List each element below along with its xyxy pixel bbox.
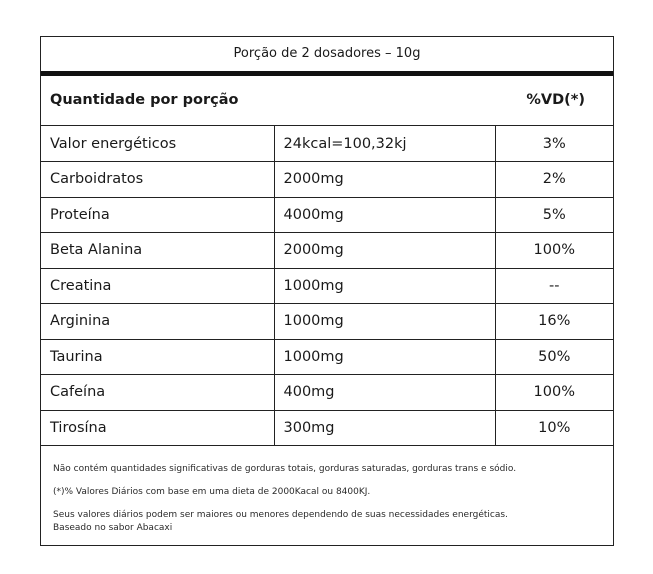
header-row <box>41 76 613 126</box>
nutrient-daily-value: 2% <box>495 162 613 198</box>
nutrition-facts-table <box>40 36 614 546</box>
footnote-daily-values: (*)% Valores Diários com base em uma dieta de 2000Kacal ou 8400KJ. <box>53 487 371 497</box>
table-row <box>41 304 613 340</box>
nutrient-rows <box>41 126 613 446</box>
nutrient-name: Creatina <box>41 268 274 304</box>
table-row <box>41 162 613 198</box>
nutrient-daily-value: 10% <box>495 410 613 446</box>
table-row <box>41 233 613 269</box>
nutrient-name: Proteína <box>41 197 274 233</box>
nutrient-name: Cafeína <box>41 375 274 411</box>
footnote-energy-needs: Seus valores diários podem ser maiores ou menores dependendo de suas necessidades energéticas. <box>53 510 508 520</box>
nutrient-amount: 1000mg <box>274 339 495 375</box>
nutrient-amount: 24kcal=100,32kj <box>274 126 495 162</box>
nutrient-name: Tirosína <box>41 410 274 446</box>
table-row <box>41 339 613 375</box>
nutrient-amount: 4000mg <box>274 197 495 233</box>
nutrient-name: Taurina <box>41 339 274 375</box>
serving-size: Porção de 2 dosadores – 10g <box>233 46 421 61</box>
nutrient-amount: 400mg <box>274 375 495 411</box>
table-row <box>41 126 613 162</box>
nutrient-daily-value: 50% <box>495 339 613 375</box>
nutrient-daily-value: 3% <box>495 126 613 162</box>
table-row <box>41 197 613 233</box>
nutrient-amount: 300mg <box>274 410 495 446</box>
nutrient-amount: 2000mg <box>274 162 495 198</box>
footnote-insignificant-amounts: Não contém quantidades significativas de gorduras totais, gorduras saturadas, gorduras trans e sódio. <box>53 464 517 474</box>
table-row <box>41 375 613 411</box>
nutrient-name: Beta Alanina <box>41 233 274 269</box>
header-daily-value-label: %VD(*) <box>526 92 585 108</box>
nutrient-amount: 2000mg <box>274 233 495 269</box>
nutrient-name: Arginina <box>41 304 274 340</box>
nutrient-name: Carboidratos <box>41 162 274 198</box>
nutrient-daily-value: 5% <box>495 197 613 233</box>
table-row <box>41 268 613 304</box>
footnotes <box>53 463 603 535</box>
header-quantity-label: Quantidade por porção <box>50 92 239 108</box>
nutrient-daily-value: 100% <box>495 233 613 269</box>
nutrient-name: Valor energéticos <box>41 126 274 162</box>
nutrient-daily-value: -- <box>495 268 613 304</box>
nutrient-daily-value: 100% <box>495 375 613 411</box>
nutrient-amount: 1000mg <box>274 268 495 304</box>
footnote-flavor: Baseado no sabor Abacaxi <box>53 523 173 533</box>
table-row <box>41 410 613 446</box>
nutrient-daily-value: 16% <box>495 304 613 340</box>
nutrient-amount: 1000mg <box>274 304 495 340</box>
